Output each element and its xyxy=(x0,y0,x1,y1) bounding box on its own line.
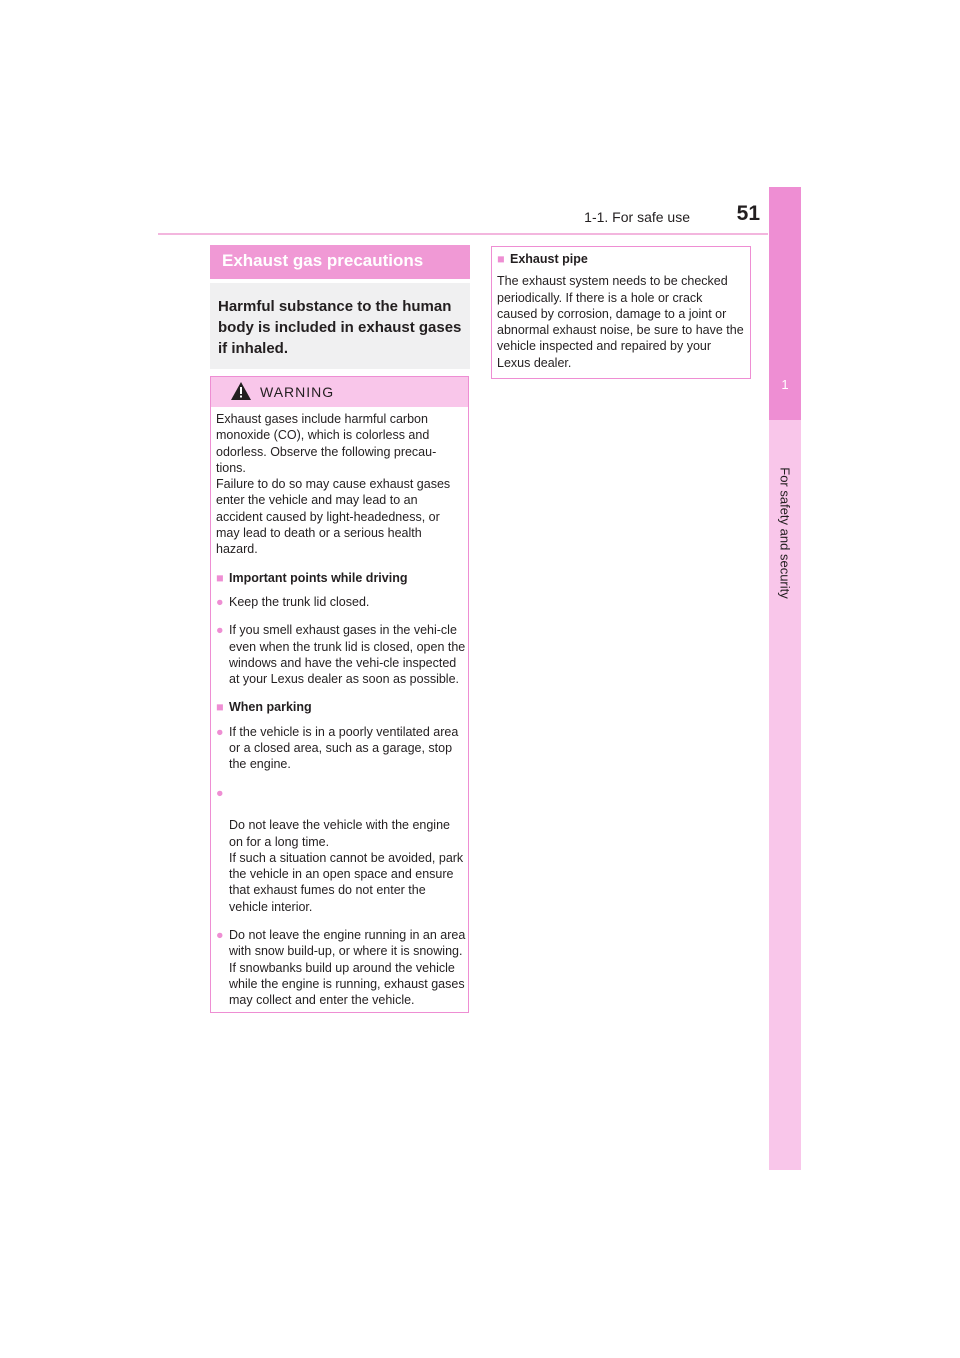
page-number: 51 xyxy=(736,202,760,225)
warning-body xyxy=(216,411,466,1009)
bullet-circle-icon: ● xyxy=(216,623,224,638)
square-marker-icon: ■ xyxy=(216,570,224,585)
intro-text: Harmful substance to the human body is included in exhaust gases if inhaled. xyxy=(218,298,462,357)
list-item: ● Keep the trunk lid closed. xyxy=(216,594,370,609)
list-item: ● If you smell exhaust gases in the vehi-cle even when the trunk lid is closed, open the windows and have the vehi-cle inspected at your Lexus dealer as soon as possible. xyxy=(216,623,466,687)
subsection-heading: ■ Exhaust pipe xyxy=(497,252,588,266)
list-item: ● Do not leave the vehicle with the engine on for a long time. If such a situation cannot be avoided, park the vehicle in an open space and ensure that exhaust fumes do not enter the vehicle interior. xyxy=(216,785,464,914)
chapter-number: 1 xyxy=(781,377,789,392)
subsection-heading: ■ When parking xyxy=(216,700,312,715)
section-label: 1-1. For safe use xyxy=(584,209,690,225)
exhaust-pipe-body xyxy=(497,251,745,371)
bullet-circle-icon: ● xyxy=(216,785,224,800)
warning-paragraph: Exhaust gases include harmful carbon monoxide (CO), which is colorless and odorless. Observe the following precau-tions. xyxy=(216,412,437,475)
bullet-circle-icon: ● xyxy=(216,594,224,609)
list-item: ● If the vehicle is in a poorly ventilated area or a closed area, such as a garage, stop the engine. xyxy=(216,724,459,772)
warning-paragraph: Failure to do so may cause exhaust gases enter the vehicle and may lead to an accident caused by light-headedness, or may lead to death or a serious health hazard. xyxy=(216,477,451,557)
section-title: Exhaust gas precautions xyxy=(222,251,424,270)
warning-label: WARNING xyxy=(260,384,335,400)
chapter-title: For safety and security xyxy=(777,467,793,599)
list-item: ● Do not leave the engine running in an area with snow build-up, or where it is snowing. If snowbanks build up around the vehicle while the engine is running, exhaust gases may collect and enter the vehicle. xyxy=(216,928,466,1008)
square-marker-icon: ■ xyxy=(497,252,505,266)
warning-triangle-icon xyxy=(231,382,251,400)
exhaust-pipe-text: The exhaust system needs to be checked periodically. If there is a hole or crack caused by corrosion, damage to a joint or abnormal exhaust noise, be sure to have the vehicle inspected and repaired by your Lexus dealer. xyxy=(497,274,744,370)
header-divider xyxy=(158,233,768,235)
bullet-circle-icon: ● xyxy=(216,724,224,739)
subsection-heading: ■ Important points while driving xyxy=(216,570,408,585)
bullet-circle-icon: ● xyxy=(216,928,224,943)
square-marker-icon: ■ xyxy=(216,700,224,715)
